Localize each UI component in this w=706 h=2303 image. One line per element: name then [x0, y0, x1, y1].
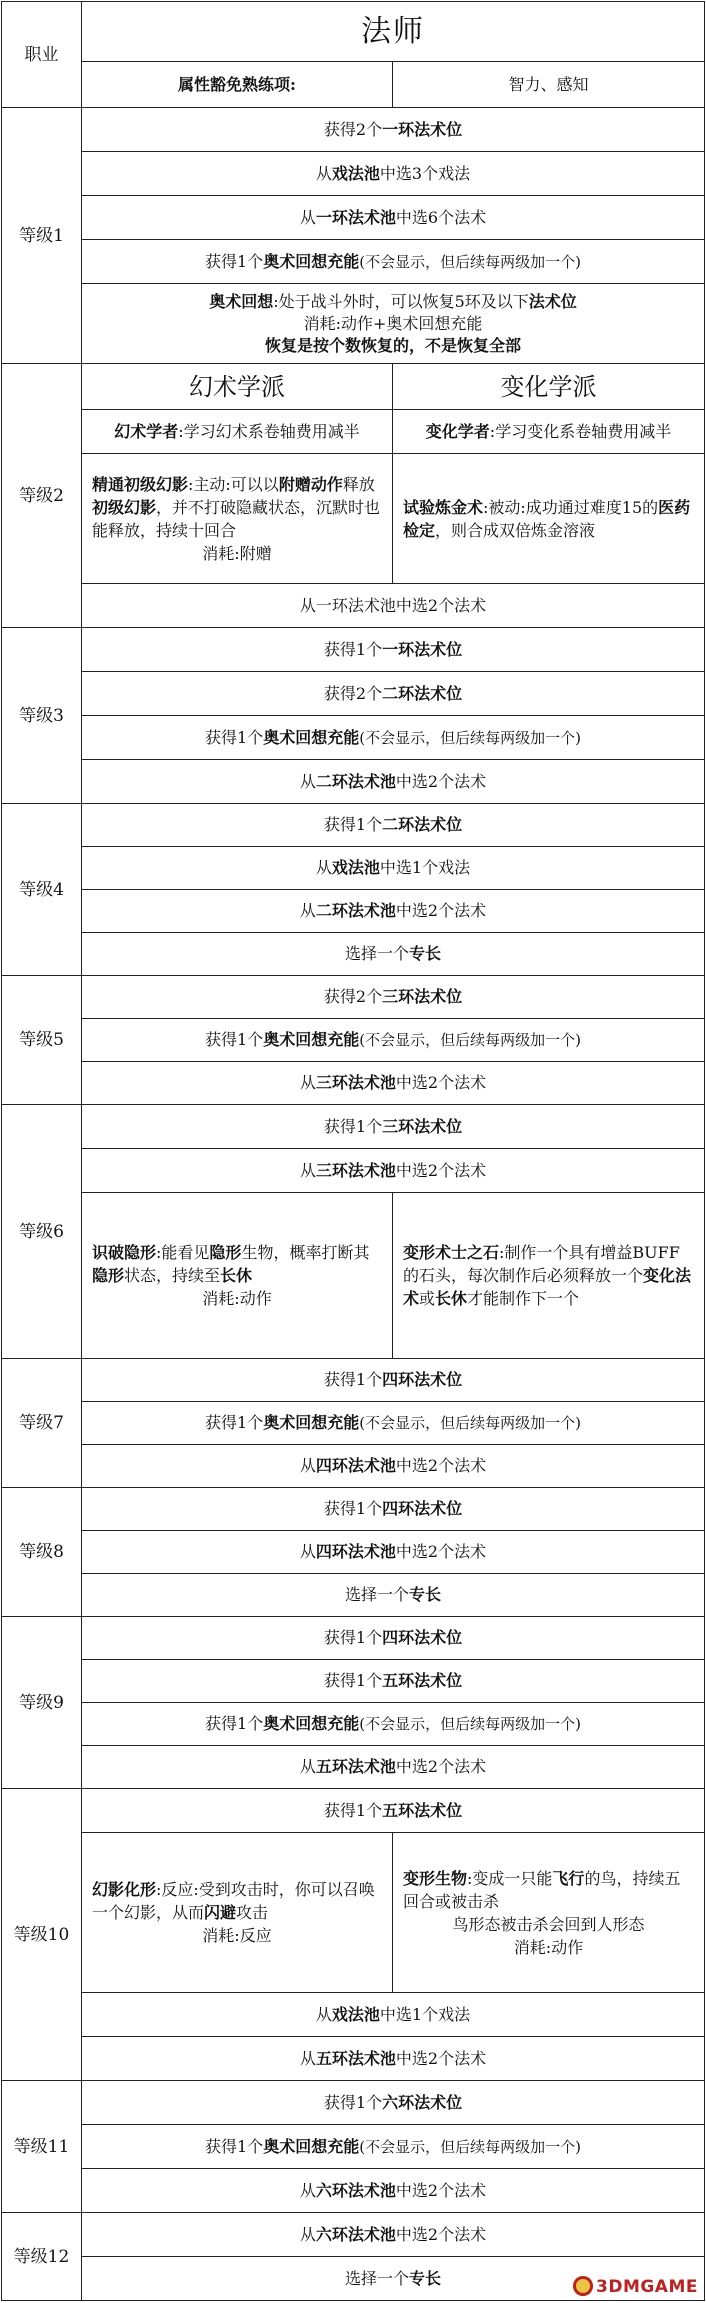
- school-illusion-title: 幻术学派: [82, 364, 393, 410]
- column-header-class: 职业: [2, 2, 82, 108]
- level-row: 获得1个奥术回想充能(不会显示，但后续每两级加一个): [82, 1019, 705, 1062]
- school-transmutation-title: 变化学派: [393, 364, 705, 410]
- level-label: 等级10: [2, 1789, 82, 2081]
- level-row: 获得1个一环法术位: [82, 628, 705, 672]
- level-row: 从四环法术池中选2个法术: [82, 1531, 705, 1574]
- saving-throw-value: 智力、感知: [393, 62, 705, 108]
- level-row: 从一环法术池中选6个法术: [82, 196, 705, 240]
- level-label: 等级5: [2, 976, 82, 1105]
- level-row: 获得1个奥术回想充能(不会显示，但后续每两级加一个): [82, 1703, 705, 1746]
- level-row: 从三环法术池中选2个法术: [82, 1062, 705, 1105]
- level-row: 获得1个四环法术位: [82, 1617, 705, 1660]
- level-row: 获得1个奥术回想充能(不会显示，但后续每两级加一个): [82, 716, 705, 760]
- transmutation-feature: 变化学者:学习变化系卷轴费用减半: [393, 410, 705, 454]
- level-row: 从二环法术池中选2个法术: [82, 760, 705, 804]
- level-row: 获得1个五环法术位: [82, 1660, 705, 1703]
- level-row: 获得1个奥术回想充能(不会显示，但后续每两级加一个): [82, 1402, 705, 1445]
- level-label: 等级8: [2, 1488, 82, 1617]
- transmutation-feature: 试验炼金术:被动:成功通过难度15的医药检定，则合成双倍炼金溶液: [393, 454, 705, 584]
- illusion-feature: 精通初级幻影:主动:可以以附赠动作释放初级幻影，并不打破隐藏状态，沉默时也能释放，持续十回合 消耗:附赠: [82, 454, 393, 584]
- level-row: 从戏法池中选3个戏法: [82, 152, 705, 196]
- level-label: 等级1: [2, 108, 82, 364]
- saving-throw-label: 属性豁免熟练项:: [82, 62, 393, 108]
- level-row: 获得2个三环法术位: [82, 976, 705, 1019]
- level-row: 获得1个二环法术位: [82, 804, 705, 847]
- level-row: 选择一个专长: [82, 933, 705, 976]
- level-label: 等级7: [2, 1359, 82, 1488]
- level-label: 等级9: [2, 1617, 82, 1789]
- level-label: 等级4: [2, 804, 82, 976]
- watermark: 3DMGAME: [573, 2276, 698, 2297]
- level-row: 从六环法术池中选2个法术: [82, 2169, 705, 2213]
- level-row: 从五环法术池中选2个法术: [82, 2037, 705, 2081]
- illusion-feature: 幻影化形:反应:受到攻击时，你可以召唤一个幻影，从而闪避攻击 消耗:反应: [82, 1833, 393, 1993]
- illusion-feature: 幻术学者:学习幻术系卷轴费用减半: [82, 410, 393, 454]
- watermark-logo-icon: [573, 2276, 593, 2296]
- transmutation-feature: 变形生物:变成一只能飞行的鸟，持续五回合或被击杀 鸟形态被击杀会回到人形态 消耗:动作: [393, 1833, 705, 1993]
- level-row: 获得2个一环法术位: [82, 108, 705, 152]
- level-row: 获得1个四环法术位: [82, 1359, 705, 1402]
- transmutation-feature: 变形术士之石:制作一个具有增益BUFF的石头，每次制作后必须释放一个变化法术或长休才能制作下一个: [393, 1193, 705, 1359]
- arcane-recovery-desc: 奥术回想:处于战斗外时，可以恢复5环及以下法术位 消耗:动作+奥术回想充能 恢复是按个数恢复的，不是恢复全部: [82, 284, 705, 364]
- level-row: 从戏法池中选1个戏法: [82, 847, 705, 890]
- level-row: 获得1个奥术回想充能(不会显示，但后续每两级加一个): [82, 240, 705, 284]
- level-label: 等级3: [2, 628, 82, 804]
- level-row: 从三环法术池中选2个法术: [82, 1149, 705, 1193]
- level-row: 获得1个六环法术位: [82, 2081, 705, 2125]
- level-row: 从戏法池中选1个戏法: [82, 1993, 705, 2037]
- mage-progression-table: [1, 1, 705, 2301]
- level-row: 获得1个三环法术位: [82, 1105, 705, 1149]
- level-label: 等级12: [2, 2213, 82, 2301]
- level-row: 获得2个二环法术位: [82, 672, 705, 716]
- level-row: 选择一个专长: [82, 1574, 705, 1617]
- level-label: 等级11: [2, 2081, 82, 2213]
- level-row: 获得1个四环法术位: [82, 1488, 705, 1531]
- level-row: 从五环法术池中选2个法术: [82, 1746, 705, 1789]
- illusion-feature: 识破隐形:能看见隐形生物，概率打断其隐形状态，持续至长休 消耗:动作: [82, 1193, 393, 1359]
- level-row: 从一环法术池中选2个法术: [82, 584, 705, 628]
- level-row: 获得1个五环法术位: [82, 1789, 705, 1833]
- level-label: 等级2: [2, 364, 82, 628]
- level-row: 选择一个专长: [82, 2257, 705, 2301]
- level-label: 等级6: [2, 1105, 82, 1359]
- level-row: 获得1个奥术回想充能(不会显示，但后续每两级加一个): [82, 2125, 705, 2169]
- level-row: 从四环法术池中选2个法术: [82, 1445, 705, 1488]
- level-row: 从二环法术池中选2个法术: [82, 890, 705, 933]
- level-row: 从六环法术池中选2个法术: [82, 2213, 705, 2257]
- class-name: 法师: [82, 2, 705, 62]
